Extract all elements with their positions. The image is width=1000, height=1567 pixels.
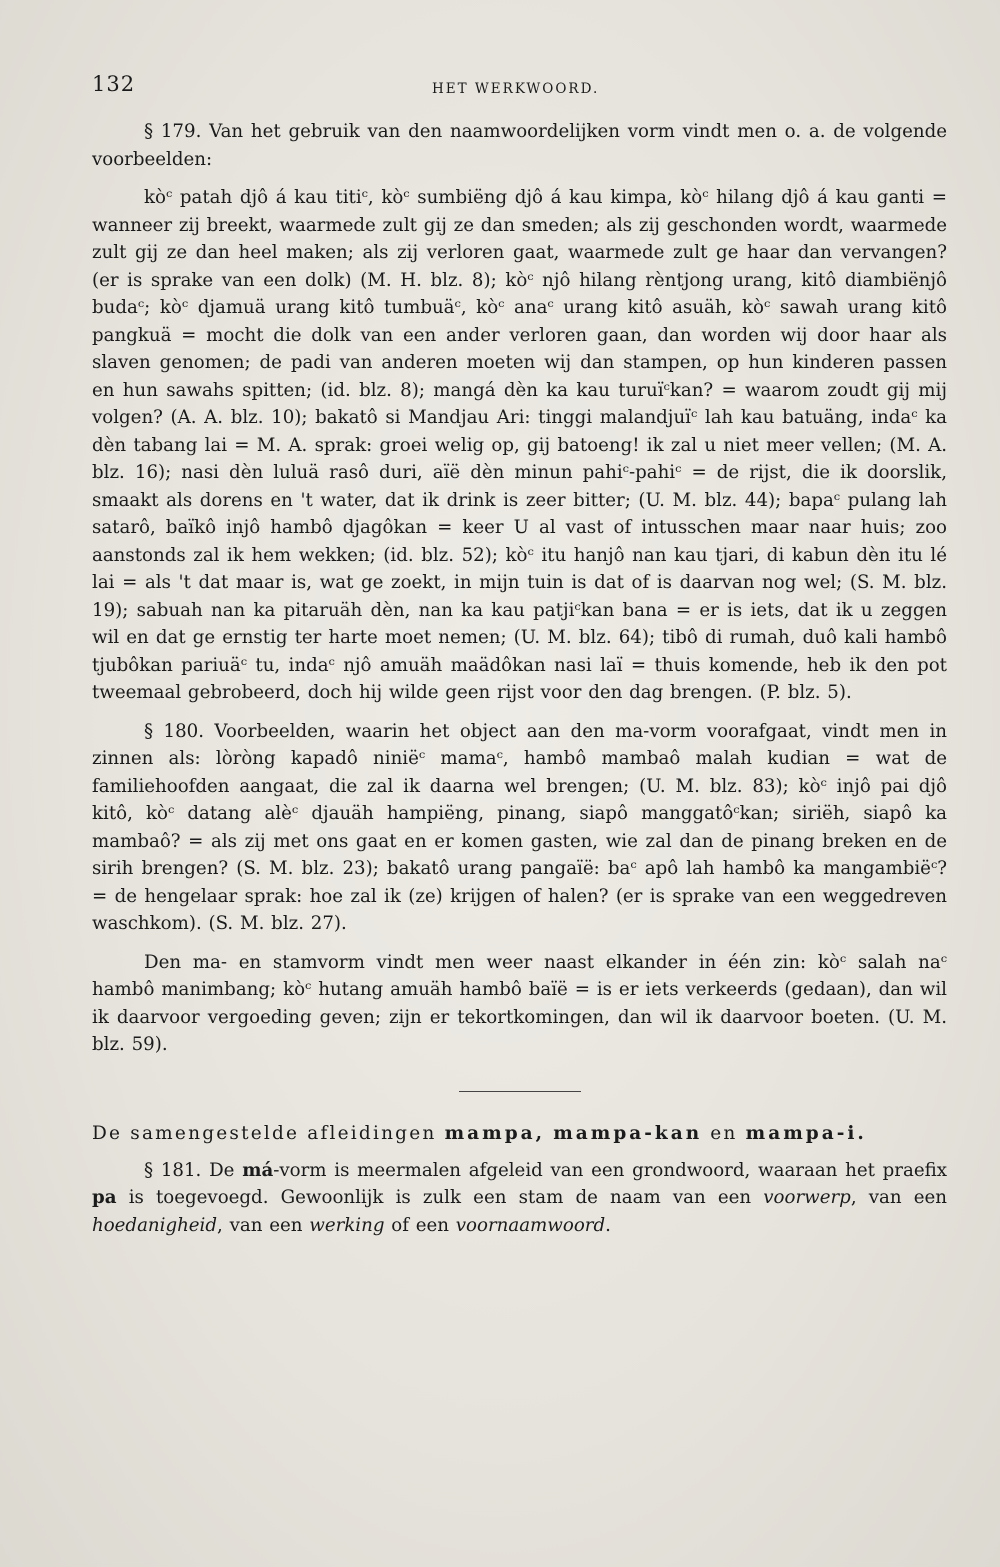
section-181-part6: of een [391, 1214, 449, 1236]
subheading-term-mampa-i: mampa-i. [745, 1122, 867, 1144]
section-181-italic-voorwerp: voorwerp [763, 1187, 851, 1208]
section-181-mark: § 181. [144, 1159, 202, 1181]
section-181-part3: is toegevoegd. Gewoonlijk is zulk een stam de naam van een [128, 1187, 752, 1208]
section-181-italic-hoedanigheid: hoedanigheid [92, 1214, 218, 1236]
section-179-intro-text: Van het gebruik van den naamwoordelijken vorm vindt men o. a. de volgende voorbeelden: [92, 121, 947, 170]
section-179-intro [92, 118, 947, 173]
running-title: HET WERKWOORD. [432, 81, 600, 97]
subheading-term-mampa-kan: mampa-kan [553, 1122, 703, 1144]
section-181-part5: , van een [217, 1214, 303, 1236]
section-180-text: Voorbeelden, waarin het object aan den ma-vorm voorafgaat, vindt men in zinnen als: lòròng kapadô niniëᶜ mamaᶜ, hambô mambaô malah kudian = wat de familiehoofden aangaat, die zal ik daarna wel brengen; (U. M. blz. 83); kòᶜ injô pai djô kitô, kòᶜ datang alèᶜ djauäh hampiëng, pinang, siapô manggatôᶜkan; siriëh, siapô ka mambaô? = als zij met ons gaat en er komen gasten, wie zal dan de pinang breken en de sirih brengen? (S. M. blz. 23); bakatô urang pangaïë: baᶜ apô lah hambô ka mangambiëᶜ? = de hengelaar sprak: hoe zal ik (ze) krijgen of halen? (er is sprake van een weggedreven waschkom). (S. M. blz. 27). [92, 720, 947, 934]
section-181-term-pa: pa [92, 1187, 117, 1208]
subheading [92, 1120, 947, 1147]
page-body [92, 118, 947, 1239]
section-181-part2: -vorm is meermalen afgeleid van een grondwoord, waaraan het praefix [273, 1159, 947, 1181]
section-181-paragraph [92, 1157, 947, 1240]
section-179-mark: § 179. [144, 121, 202, 142]
section-181-italic-werking: werking [309, 1214, 385, 1236]
section-181-italic-voornaamwoord: voornaamwoord [455, 1214, 606, 1236]
page-header [92, 72, 942, 102]
section-179-examples: kòᶜ patah djô á kau titiᶜ, kòᶜ sumbiëng djô á kau kimpa, kòᶜ hilang djô á kau ganti = wanneer zij breekt, waarmede zult gij ze dan smeden; als zij geschonden wordt, waarmede zult gij ze dan heel maken; als zij verloren gaat, waarmede zult ge haar dan vervangen? (er is sprake van een dolk) (M. H. blz. 8); kòᶜ njô hilang rèntjong urang, kitô diambiënjô budaᶜ; kòᶜ djamuä urang kitô tumbuäᶜ, kòᶜ anaᶜ urang kitô asuäh, kòᶜ sawah urang kitô pangkuä = mocht die dolk van een ander verloren gaan, dan worden wij door haar als slaven genomen; de padi van anderen moeten wij dan stampen, op hun kinderen passen en hun sawahs spitten; (id. blz. 8); mangá dèn ka kau turuïᶜkan? = waarom zoudt gij mij volgen? (A. A. blz. 10); bakatô si Mandjau Ari: tinggi malandjuïᶜ lah kau batuäng, indaᶜ ka dèn tabang lai = M. A. sprak: groei welig op, gij batoeng! ik zal u niet meer vellen; (M. A. blz. 16); nasi dèn luluä rasô duri, aïë dèn minun pahiᶜ-pahiᶜ = de rijst, die ik doorslik, smaakt als dorens en 't water, dat ik drink is zeer bitter; (U. M. blz. 44); bapaᶜ pulang lah satarô, baïkô injô hambô djagôkan = keer U al vast of intusschen maar naar huis; zoo aanstonds zal ik hem wekken; (id. blz. 52); kòᶜ itu hanjô nan kau tjari, di kabun dèn itu lé lai = als 't dat maar is, wat ge zoekt, in mijn tuin is dat of is daarvan nog wel; (S. M. blz. 19); sabuah nan ka pitaruäh dèn, nan ka kau patjiᶜkan bana = er is iets, dat ik u zeggen wil en dat ge ernstig ter harte moet nemen; (U. M. blz. 64); tibô di rumah, duô kali hambô tjubôkan pariuäᶜ tu, indaᶜ njô amuäh maädôkan nasi laï = thuis komende, heb ik den pot tweemaal gebrobeerd, doch hij wilde geen rijst voor den dag brengen. (P. blz. 5). [92, 187, 948, 703]
section-181-part7: . [605, 1214, 611, 1236]
section-181-part4: , van een [850, 1187, 947, 1208]
section-180-paragraph [92, 718, 947, 938]
page-number: 132 [92, 72, 136, 96]
section-181-part1: De [209, 1159, 235, 1181]
subheading-joiner: en [710, 1122, 738, 1144]
section-181-term-ma: má [242, 1159, 274, 1181]
subheading-prefix: De samengestelde afleidingen [92, 1122, 437, 1144]
subheading-term-mampa: mampa, [444, 1122, 546, 1144]
section-180-continuation: Den ma- en stamvorm vindt men weer naast elkander in één zin: kòᶜ salah naᶜ hambô manimbang; kòᶜ hutang amuäh hambô baïë = is er iets verkeerds (gedaan), dan wil ik daarvoor vergoeding geven; zijn er tekortkomingen, dan wil ik daarvoor boeten. (U. M. blz. 59). [92, 951, 947, 1055]
section-divider [459, 1091, 581, 1092]
section-180-mark: § 180. [144, 720, 204, 742]
